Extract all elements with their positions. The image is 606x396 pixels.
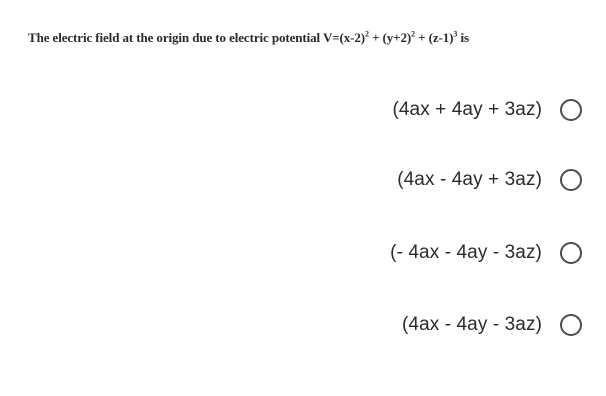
question-part: + (z-1): [415, 30, 454, 45]
radio-button[interactable]: [560, 169, 582, 191]
radio-button[interactable]: [560, 99, 582, 121]
option-label: (4ax - 4ay - 3az): [401, 314, 542, 335]
answer-option-4[interactable]: [402, 309, 582, 341]
exponent: 3: [453, 29, 458, 39]
question-suffix: is: [457, 30, 469, 45]
question-part: + (y+2): [368, 30, 412, 45]
answer-option-1[interactable]: [392, 94, 582, 126]
radio-button[interactable]: [560, 242, 582, 264]
option-label: (4ax - 4ay + 3az): [397, 169, 542, 190]
radio-button[interactable]: [560, 314, 582, 336]
option-label: (4ax + 4ay + 3az): [392, 99, 542, 120]
question-text: [28, 30, 588, 46]
answer-option-2[interactable]: [397, 164, 582, 196]
exponent: 2: [411, 29, 416, 39]
option-label: (- 4ax - 4ay - 3az): [390, 242, 542, 263]
answer-option-3[interactable]: [390, 237, 582, 269]
question-prefix: The electric field at the origin due to electric potential V=(x-2): [28, 30, 366, 45]
exponent: 2: [365, 29, 369, 39]
